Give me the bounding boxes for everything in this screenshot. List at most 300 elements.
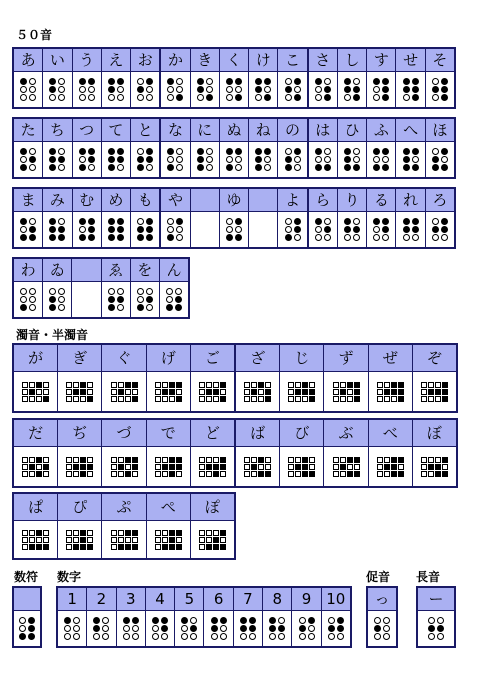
- empty-dot: [36, 464, 42, 470]
- cell-body: [418, 611, 454, 646]
- braille-cell: [49, 218, 65, 241]
- raised-dot: [162, 544, 168, 550]
- cell-body: [236, 447, 279, 486]
- raised-dot: [255, 86, 262, 93]
- cell-body: [278, 212, 306, 247]
- empty-dot: [79, 94, 86, 101]
- empty-dot: [117, 304, 124, 311]
- raised-dot: [226, 78, 233, 85]
- raised-dot: [211, 617, 218, 624]
- braille-cell-pair: [421, 457, 448, 477]
- cell-body: [117, 611, 145, 646]
- empty-dot: [49, 94, 56, 101]
- braille-cell: [432, 78, 448, 101]
- braille-cell: [108, 218, 124, 241]
- raised-dot: [403, 156, 410, 163]
- table-cell: [101, 119, 130, 177]
- cell-body: [14, 212, 42, 247]
- raised-dot: [220, 464, 226, 470]
- empty-dot: [384, 457, 390, 463]
- empty-dot: [58, 304, 65, 311]
- empty-dot: [199, 457, 205, 463]
- empty-dot: [29, 78, 36, 85]
- empty-dot: [125, 537, 131, 543]
- raised-dot: [79, 164, 86, 171]
- empty-dot: [79, 226, 86, 233]
- cell-body: [58, 521, 101, 558]
- empty-dot: [176, 156, 183, 163]
- table-cell: [42, 119, 71, 177]
- empty-dot: [333, 389, 339, 395]
- braille-cell: [79, 218, 95, 241]
- table-cell: [395, 49, 424, 107]
- empty-dot: [309, 457, 315, 463]
- empty-dot: [102, 625, 109, 632]
- empty-dot: [155, 544, 161, 550]
- table-cell: [337, 49, 366, 107]
- cell-body: [368, 611, 396, 646]
- raised-dot: [309, 389, 315, 395]
- empty-dot: [309, 382, 315, 388]
- raised-dot: [169, 389, 175, 395]
- empty-dot: [155, 382, 161, 388]
- empty-dot: [206, 471, 212, 477]
- table-cell: [58, 588, 86, 646]
- raised-dot: [28, 633, 35, 640]
- raised-dot: [161, 617, 168, 624]
- raised-dot: [353, 164, 360, 171]
- empty-dot: [79, 156, 86, 163]
- braille-cell: [79, 148, 95, 171]
- raised-dot: [93, 617, 100, 624]
- cell-body: [73, 72, 101, 107]
- cell-header: だ: [14, 420, 57, 447]
- cell-header: ど: [191, 420, 234, 447]
- empty-dot: [308, 625, 315, 632]
- raised-dot: [344, 218, 351, 225]
- table-cell: [14, 420, 57, 486]
- cell-body: [204, 611, 232, 646]
- sokuon-table: [366, 586, 398, 648]
- raised-dot: [251, 464, 257, 470]
- braille-cell-pair: [333, 382, 360, 402]
- empty-dot: [251, 396, 257, 402]
- raised-dot: [213, 464, 219, 470]
- empty-dot: [337, 633, 344, 640]
- empty-dot: [377, 457, 383, 463]
- cell-header: お: [131, 49, 159, 72]
- empty-dot: [295, 471, 301, 477]
- empty-dot: [340, 396, 346, 402]
- empty-dot: [213, 382, 219, 388]
- raised-dot: [176, 94, 183, 101]
- raised-dot: [197, 78, 204, 85]
- raised-dot: [175, 304, 182, 311]
- empty-dot: [22, 389, 28, 395]
- raised-dot: [161, 625, 168, 632]
- empty-dot: [22, 396, 28, 402]
- table-cell: [14, 119, 42, 177]
- empty-dot: [384, 471, 390, 477]
- cell-header: 2: [87, 588, 115, 611]
- raised-dot: [324, 94, 331, 101]
- raised-dot: [58, 156, 65, 163]
- raised-dot: [226, 148, 233, 155]
- cell-body: [73, 212, 101, 247]
- table-cell: [101, 345, 145, 411]
- empty-dot: [66, 530, 72, 536]
- cell-header: ち: [43, 119, 71, 142]
- empty-dot: [432, 78, 439, 85]
- empty-dot: [162, 471, 168, 477]
- raised-dot: [132, 457, 138, 463]
- empty-dot: [255, 94, 262, 101]
- raised-dot: [235, 148, 242, 155]
- raised-dot: [88, 148, 95, 155]
- empty-dot: [220, 633, 227, 640]
- empty-dot: [118, 382, 124, 388]
- empty-dot: [155, 530, 161, 536]
- empty-dot: [353, 156, 360, 163]
- raised-dot: [206, 544, 212, 550]
- empty-dot: [428, 457, 434, 463]
- raised-dot: [382, 164, 389, 171]
- raised-dot: [294, 148, 301, 155]
- table-cell: [159, 259, 188, 317]
- empty-dot: [403, 234, 410, 241]
- raised-dot: [442, 471, 448, 477]
- raised-dot: [353, 86, 360, 93]
- empty-dot: [190, 633, 197, 640]
- empty-dot: [88, 94, 95, 101]
- empty-dot: [111, 464, 117, 470]
- raised-dot: [391, 471, 397, 477]
- cell-header: し: [338, 49, 366, 72]
- cell-header: と: [131, 119, 159, 142]
- empty-dot: [93, 633, 100, 640]
- cell-header: ー: [418, 588, 454, 611]
- empty-dot: [43, 471, 49, 477]
- cell-body: [191, 212, 219, 247]
- empty-dot: [324, 156, 331, 163]
- raised-dot: [117, 296, 124, 303]
- empty-dot: [111, 396, 117, 402]
- empty-dot: [288, 382, 294, 388]
- braille-cell: [19, 617, 35, 640]
- raised-dot: [137, 164, 144, 171]
- braille-cell: [315, 148, 331, 171]
- table-cell: [368, 345, 412, 411]
- cell-header: ほ: [426, 119, 454, 142]
- braille-cell: [137, 78, 153, 101]
- empty-dot: [403, 94, 410, 101]
- empty-dot: [382, 156, 389, 163]
- cell-body: [147, 521, 190, 558]
- empty-dot: [206, 530, 212, 536]
- empty-dot: [428, 617, 435, 624]
- raised-dot: [80, 464, 86, 470]
- braille-cell-pair: [66, 457, 93, 477]
- raised-dot: [137, 156, 144, 163]
- cell-body: [102, 142, 130, 177]
- raised-dot: [435, 464, 441, 470]
- empty-dot: [412, 234, 419, 241]
- cell-header: ぐ: [102, 345, 145, 372]
- braille-cell: [285, 218, 301, 241]
- braille-cell: [137, 148, 153, 171]
- raised-dot: [87, 544, 93, 550]
- raised-dot: [79, 148, 86, 155]
- empty-dot: [258, 396, 264, 402]
- raised-dot: [146, 156, 153, 163]
- braille-cell: [137, 288, 153, 311]
- cell-body: [191, 72, 219, 107]
- braille-cell-pair: [199, 382, 226, 402]
- raised-dot: [354, 396, 360, 402]
- braille-cell-pair: [155, 457, 182, 477]
- empty-dot: [111, 537, 117, 543]
- braille-cell: [255, 78, 271, 101]
- table-cell: [14, 494, 57, 558]
- raised-dot: [197, 86, 204, 93]
- cell-body: [102, 282, 130, 317]
- empty-dot: [315, 156, 322, 163]
- cell-header: ぺ: [147, 494, 190, 521]
- raised-dot: [167, 234, 174, 241]
- cell-header: ぼ: [413, 420, 456, 447]
- raised-dot: [344, 156, 351, 163]
- table-cell: [190, 420, 234, 486]
- raised-dot: [294, 218, 301, 225]
- empty-dot: [87, 389, 93, 395]
- empty-dot: [285, 218, 292, 225]
- empty-dot: [88, 164, 95, 171]
- raised-dot: [235, 218, 242, 225]
- raised-dot: [442, 396, 448, 402]
- raised-dot: [226, 234, 233, 241]
- empty-dot: [244, 389, 250, 395]
- raised-dot: [167, 148, 174, 155]
- raised-dot: [344, 86, 351, 93]
- raised-dot: [169, 530, 175, 536]
- braille-cell-pair: [244, 457, 271, 477]
- raised-dot: [123, 617, 130, 624]
- raised-dot: [373, 164, 380, 171]
- empty-dot: [269, 633, 276, 640]
- empty-dot: [226, 226, 233, 233]
- empty-dot: [206, 382, 212, 388]
- cell-header: く: [220, 49, 248, 72]
- raised-dot: [117, 78, 124, 85]
- sokuon-label: 促音: [366, 570, 391, 584]
- empty-dot: [258, 389, 264, 395]
- cell-header: ら: [309, 189, 337, 212]
- empty-dot: [288, 464, 294, 470]
- empty-dot: [211, 633, 218, 640]
- empty-dot: [384, 382, 390, 388]
- raised-dot: [412, 78, 419, 85]
- cell-body: [43, 212, 71, 247]
- cell-body: [161, 72, 189, 107]
- table-cell: [101, 49, 130, 107]
- raised-dot: [176, 544, 182, 550]
- empty-dot: [43, 389, 49, 395]
- cell-header: ね: [249, 119, 277, 142]
- braille-cell: [108, 78, 124, 101]
- empty-dot: [220, 389, 226, 395]
- cell-header: れ: [396, 189, 424, 212]
- cell-body: [191, 372, 234, 411]
- empty-dot: [137, 218, 144, 225]
- table-cell: [395, 189, 424, 247]
- raised-dot: [190, 625, 197, 632]
- raised-dot: [403, 226, 410, 233]
- table-cell: [279, 420, 323, 486]
- empty-dot: [264, 156, 271, 163]
- table-cell: [14, 49, 42, 107]
- cell-body: [292, 611, 320, 646]
- raised-dot: [353, 226, 360, 233]
- empty-dot: [169, 396, 175, 402]
- raised-dot: [29, 544, 35, 550]
- empty-dot: [29, 164, 36, 171]
- table-cell: [412, 420, 456, 486]
- table-cell: [159, 189, 189, 247]
- raised-dot: [88, 156, 95, 163]
- raised-dot: [176, 218, 183, 225]
- raised-dot: [176, 464, 182, 470]
- empty-dot: [206, 156, 213, 163]
- raised-dot: [213, 389, 219, 395]
- raised-dot: [197, 148, 204, 155]
- empty-dot: [118, 537, 124, 543]
- raised-dot: [309, 396, 315, 402]
- raised-dot: [295, 389, 301, 395]
- cell-header: さ: [309, 49, 337, 72]
- empty-dot: [146, 86, 153, 93]
- empty-dot: [155, 464, 161, 470]
- dakuon-table-row1: [12, 343, 458, 413]
- empty-dot: [324, 78, 331, 85]
- braille-cell: [64, 617, 80, 640]
- raised-dot: [382, 218, 389, 225]
- empty-dot: [137, 148, 144, 155]
- raised-dot: [255, 78, 262, 85]
- raised-dot: [432, 86, 439, 93]
- cell-header: で: [147, 420, 190, 447]
- empty-dot: [264, 86, 271, 93]
- empty-dot: [167, 86, 174, 93]
- empty-dot: [383, 625, 390, 632]
- empty-dot: [294, 156, 301, 163]
- braille-cell: [255, 148, 271, 171]
- raised-dot: [294, 226, 301, 233]
- raised-dot: [43, 544, 49, 550]
- raised-dot: [353, 94, 360, 101]
- cell-body: [426, 212, 454, 247]
- cell-body: [220, 142, 248, 177]
- empty-dot: [199, 537, 205, 543]
- raised-dot: [152, 617, 159, 624]
- empty-dot: [190, 617, 197, 624]
- table-cell: [366, 189, 395, 247]
- empty-dot: [88, 86, 95, 93]
- cell-header: [14, 588, 40, 611]
- cell-body: [73, 142, 101, 177]
- raised-dot: [88, 218, 95, 225]
- raised-dot: [340, 389, 346, 395]
- braille-cell: [226, 148, 242, 171]
- cell-header: む: [73, 189, 101, 212]
- empty-dot: [220, 625, 227, 632]
- raised-dot: [220, 382, 226, 388]
- empty-dot: [213, 457, 219, 463]
- braille-cell-pair: [288, 457, 315, 477]
- braille-cell-pair: [22, 530, 49, 550]
- empty-dot: [265, 382, 271, 388]
- empty-dot: [66, 464, 72, 470]
- empty-dot: [162, 537, 168, 543]
- raised-dot: [255, 148, 262, 155]
- raised-dot: [29, 226, 36, 233]
- raised-dot: [441, 86, 448, 93]
- table-cell: [86, 588, 115, 646]
- empty-dot: [22, 544, 28, 550]
- empty-dot: [29, 86, 36, 93]
- cell-body: [102, 72, 130, 107]
- empty-dot: [324, 218, 331, 225]
- table-cell: [307, 189, 337, 247]
- empty-dot: [176, 164, 183, 171]
- braille-cell: [49, 288, 65, 311]
- raised-dot: [285, 156, 292, 163]
- empty-dot: [206, 396, 212, 402]
- empty-dot: [435, 457, 441, 463]
- table-cell: [71, 259, 100, 317]
- empty-dot: [226, 86, 233, 93]
- empty-dot: [102, 633, 109, 640]
- empty-dot: [166, 296, 173, 303]
- braille-cell: [166, 288, 182, 311]
- empty-dot: [29, 288, 36, 295]
- cell-header: こ: [278, 49, 306, 72]
- empty-dot: [66, 457, 72, 463]
- cell-body: [14, 142, 42, 177]
- raised-dot: [80, 530, 86, 536]
- braille-cell: [49, 148, 65, 171]
- empty-dot: [285, 226, 292, 233]
- table-cell: [262, 588, 291, 646]
- braille-cell-pair: [244, 382, 271, 402]
- empty-dot: [199, 471, 205, 477]
- empty-dot: [176, 86, 183, 93]
- raised-dot: [344, 164, 351, 171]
- braille-cell-pair: [199, 530, 226, 550]
- table-cell: [279, 345, 323, 411]
- raised-dot: [428, 625, 435, 632]
- empty-dot: [244, 457, 250, 463]
- cell-header: ぴ: [58, 494, 101, 521]
- raised-dot: [108, 156, 115, 163]
- raised-dot: [294, 94, 301, 101]
- braille-cell: [181, 617, 197, 640]
- empty-dot: [377, 389, 383, 395]
- raised-dot: [302, 389, 308, 395]
- empty-dot: [432, 218, 439, 225]
- empty-dot: [333, 382, 339, 388]
- cell-header: て: [102, 119, 130, 142]
- cell-header: せ: [396, 49, 424, 72]
